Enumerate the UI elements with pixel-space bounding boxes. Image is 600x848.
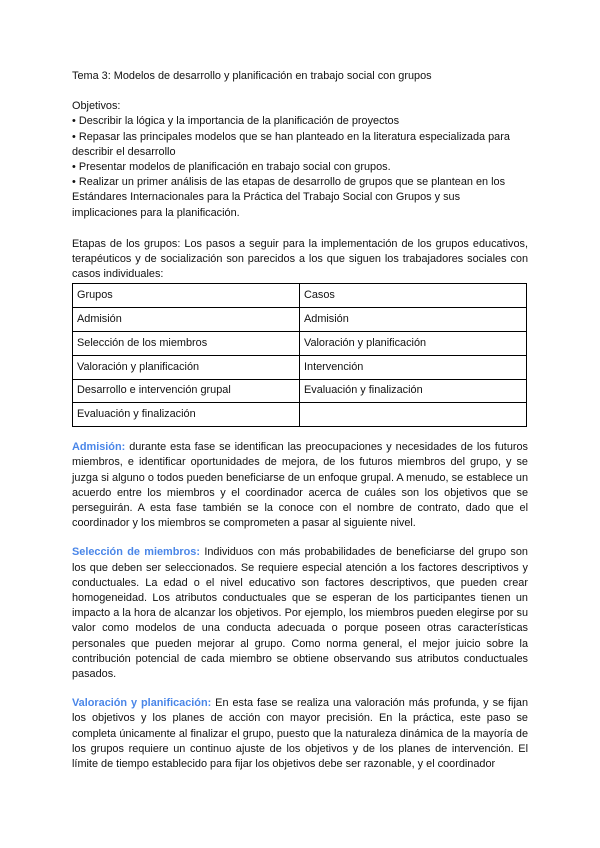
section-term: Admisión: xyxy=(72,441,126,454)
table-cell: Evaluación y finalización xyxy=(73,403,300,427)
objective-text: Realizar un primer análisis de las etapas de desarrollo de grupos que se plantean en los Estándares Internacionales para la Práctica del Trabajo Social con Grupos y sus implicaciones para la planificación. xyxy=(72,176,506,219)
objective-item xyxy=(72,130,528,160)
section-term: Selección de miembros: xyxy=(72,546,200,559)
table-row xyxy=(73,332,527,356)
section-term: Valoración y planificación: xyxy=(72,697,212,710)
objective-item xyxy=(72,175,528,221)
section-text: durante esta fase se identifican las preocupaciones y necesidades de los futuros miembros, e identificar oportunidades de mejora, de los futuros miembros del grupo, y se juzga si alguno o todos pueden beneficiarse de un enfoque grupal. A menudo, se establece un acuerdo entre los miembros y el coordinador acerca de cuáles son los objetivos que se perseguirán. A esta fase también se la conoce con el nombre de contrato, dado que el coordinador y los miembros se comprometen a pasar al siguiente nivel. xyxy=(72,441,528,530)
section-valoracion xyxy=(72,696,528,772)
objective-item xyxy=(72,160,528,175)
table-row xyxy=(73,403,527,427)
section-text: En esta fase se realiza una valoración más profunda, y se fijan los objetivos y los planes de acción con mayor precisión. En la práctica, este paso se completa únicamente al finalizar el grupo, puesto que la naturaleza dinámica de la mayoría de los grupos requiere un continuo ajuste de los objetivos y de los planes de intervención. El límite de tiempo establecido para fijar los objetivos debe ser razonable, y el coordinador xyxy=(72,697,528,771)
table-cell: Admisión xyxy=(300,308,527,332)
table-header-cases: Casos xyxy=(300,284,527,308)
objective-item xyxy=(72,114,528,129)
objective-text: Describir la lógica y la importancia de la planificación de proyectos xyxy=(78,115,400,128)
table-cell xyxy=(300,403,527,427)
table-cell: Valoración y planificación xyxy=(300,332,527,356)
stages-intro: Etapas de los grupos: Los pasos a seguir para la implementación de los grupos educativos, terapéuticos y de socialización son parecidos a los que siguen los trabajadores sociales con casos individuales: xyxy=(72,237,528,281)
document-page xyxy=(72,69,528,772)
objective-text: Repasar las principales modelos que se han planteado en la literatura especializada para describir el desarrollo xyxy=(72,130,510,158)
objectives-list xyxy=(72,114,528,220)
table-header-row xyxy=(73,284,527,308)
table-cell: Intervención xyxy=(300,355,527,379)
table-cell: Desarrollo e intervención grupal xyxy=(73,379,300,403)
table-row xyxy=(73,308,527,332)
table-cell: Valoración y planificación xyxy=(73,355,300,379)
bullet-icon: • xyxy=(72,130,76,143)
stages-table xyxy=(72,283,527,427)
bullet-icon: • xyxy=(72,176,76,189)
table-cell: Admisión xyxy=(73,308,300,332)
bullet-icon: • xyxy=(72,161,76,174)
section-seleccion xyxy=(72,545,528,682)
document-title: Tema 3: Modelos de desarrollo y planificación en trabajo social con grupos xyxy=(72,70,432,82)
bullet-icon: • xyxy=(72,115,76,128)
objective-text: Presentar modelos de planificación en trabajo social con grupos. xyxy=(78,161,391,174)
table-row xyxy=(73,379,527,403)
section-text: Individuos con más probabilidades de beneficiarse del grupo son los que deben ser seleccionados. Se requiere especial atención a los factores descriptivos y conductuales. La edad o el nivel educativo son factores descriptivos, que pueden crear homogeneidad. Los atributos conductuales que se esperan de los participantes tienen un impacto a la hora de alcanzar los objetivos. Por ejemplo, los miembros pueden elegirse por su valor como modelos de una conducta adecuada o porque poseen otras características personales que pueden mejorar al grupo. Como norma general, el mejor juicio sobre la contribución potencial de cada miembro se obtiene observando sus atributos conductuales pasados. xyxy=(72,546,528,681)
table-header-groups: Grupos xyxy=(73,284,300,308)
section-admision xyxy=(72,440,528,531)
table-cell: Selección de los miembros xyxy=(73,332,300,356)
table-row xyxy=(73,355,527,379)
table-cell: Evaluación y finalización xyxy=(300,379,527,403)
objectives-heading: Objetivos: xyxy=(72,100,121,113)
